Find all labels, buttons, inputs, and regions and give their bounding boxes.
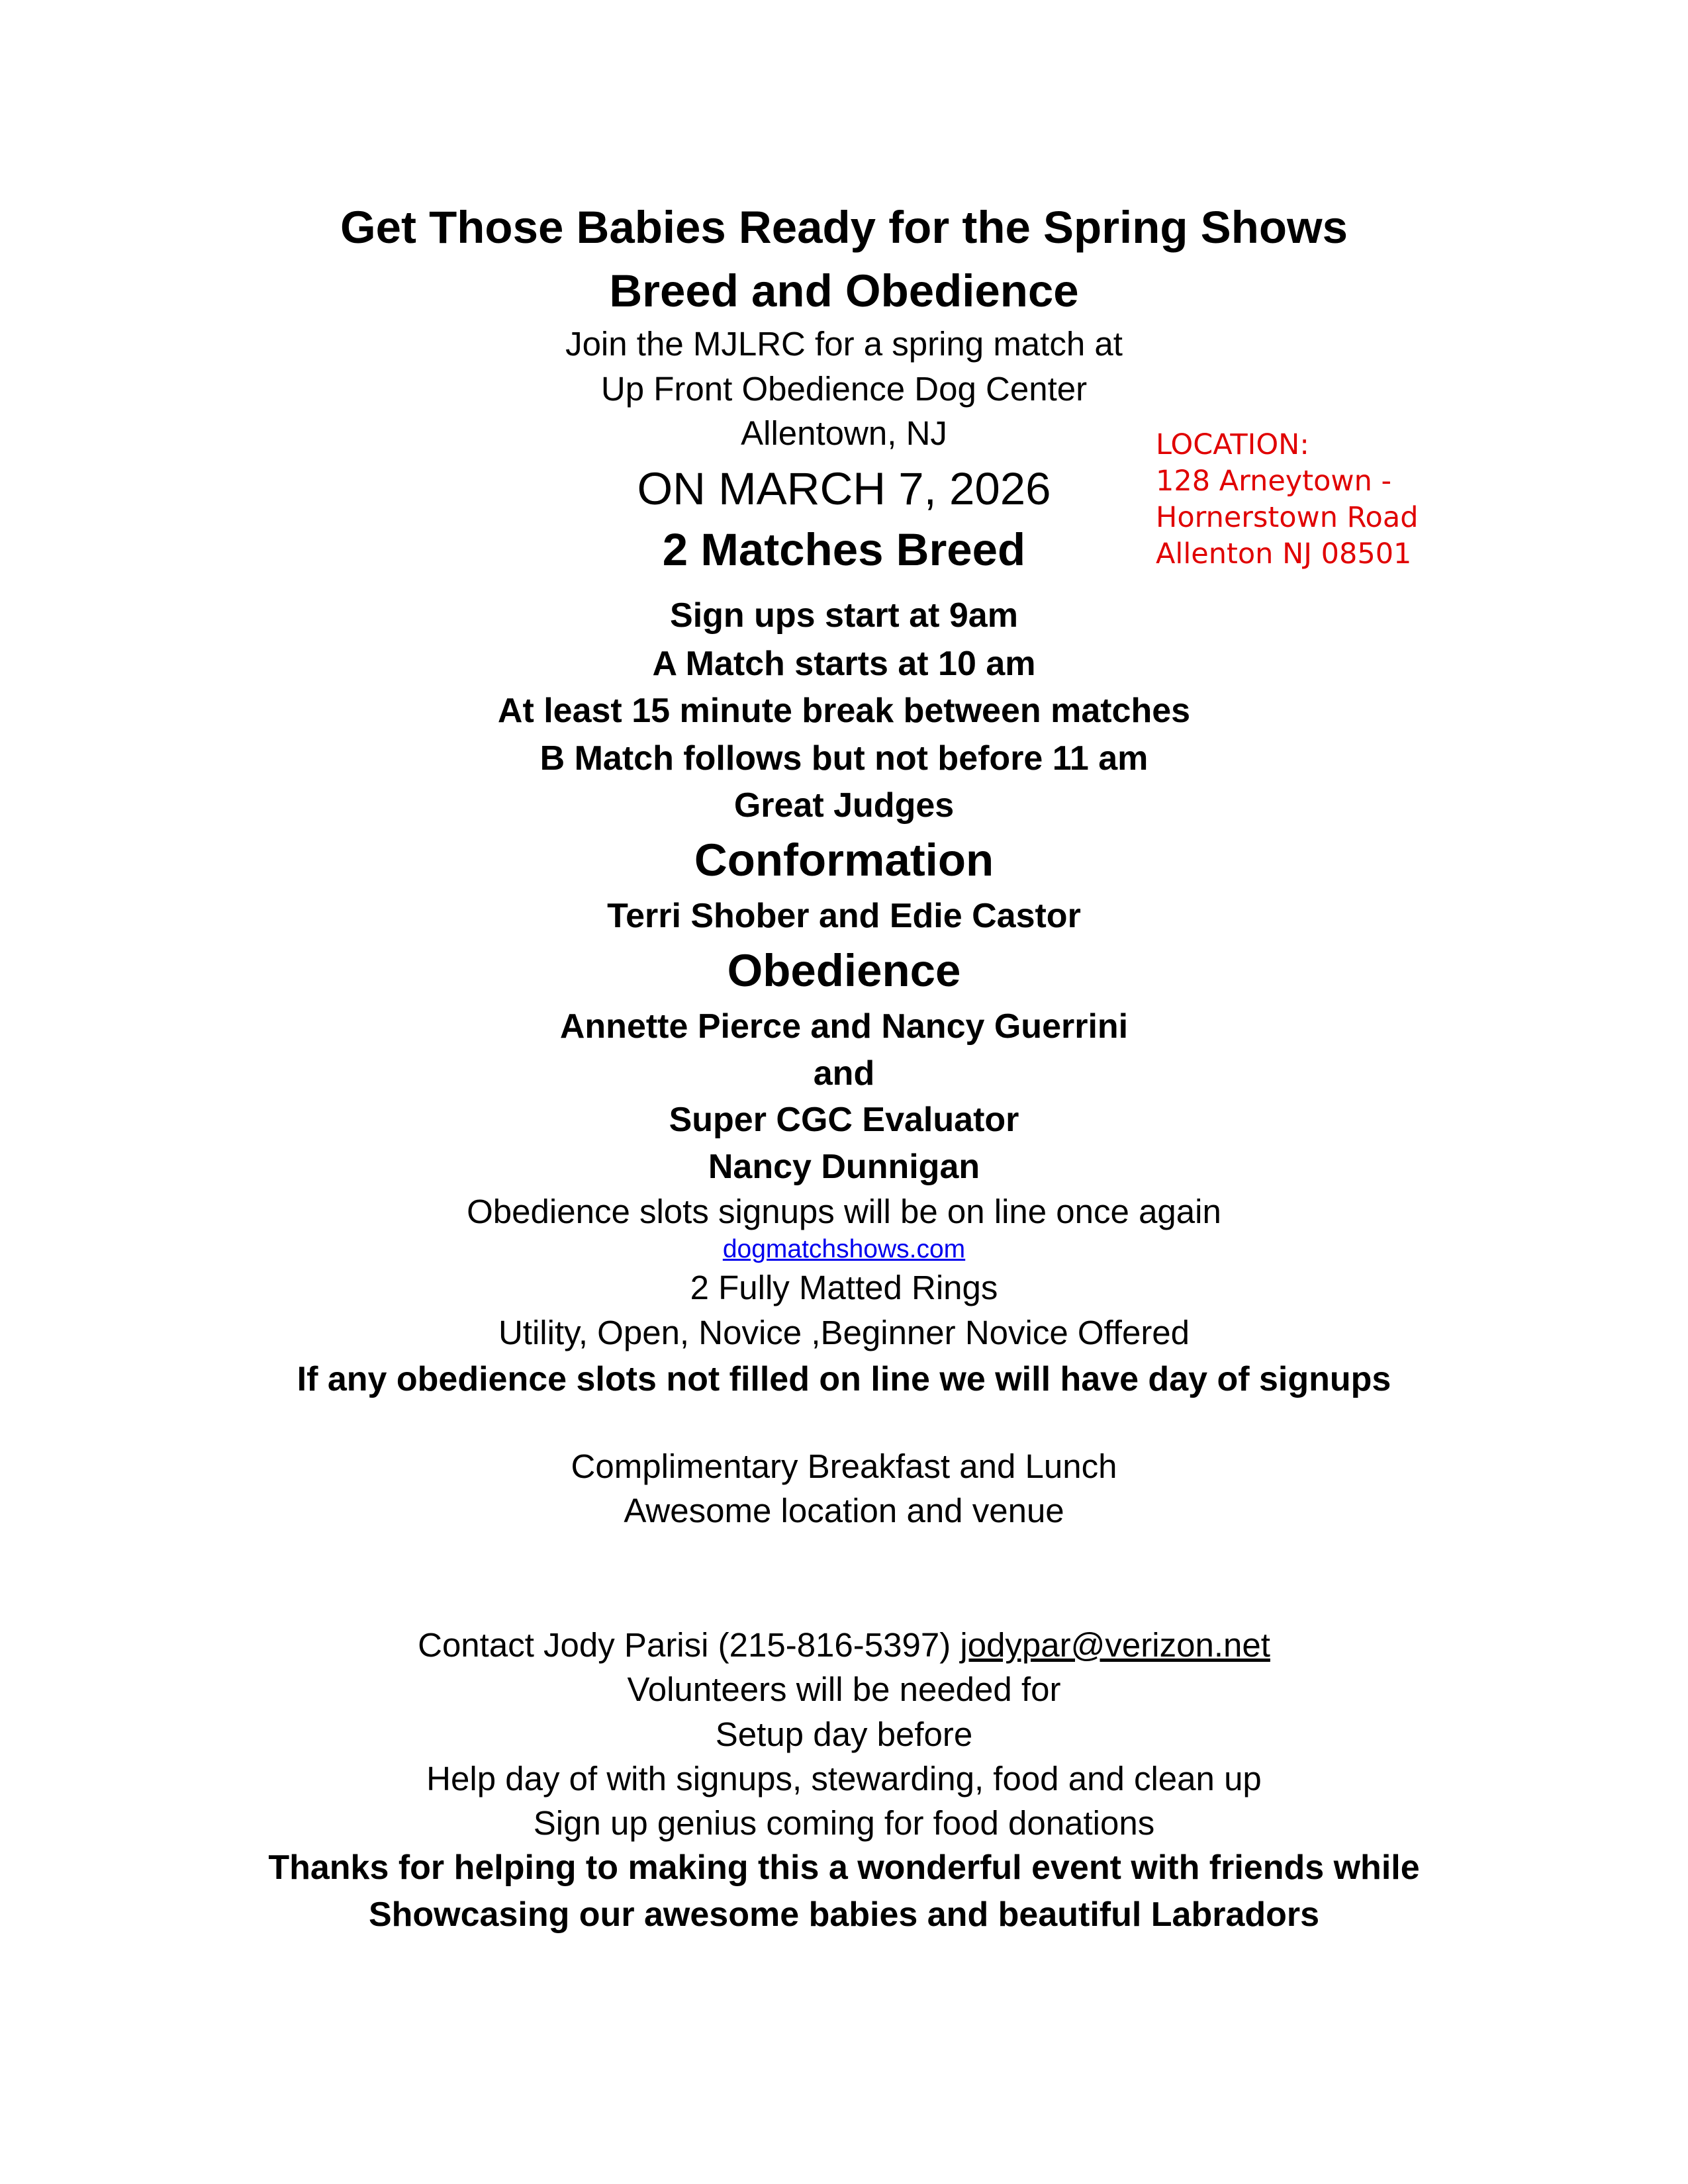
thanks-line-1: Thanks for helping to making this a wonderful event with friends while — [268, 1848, 1420, 1887]
location-label: LOCATION: — [1156, 428, 1309, 461]
dogmatchshows-link[interactable]: dogmatchshows.com — [722, 1235, 966, 1263]
cgc-evaluator-name: Nancy Dunnigan — [708, 1148, 980, 1186]
intro-line-2: Up Front Obedience Dog Center — [600, 370, 1088, 408]
location-box — [1156, 427, 1419, 572]
schedule-break: At least 15 minute break between matches — [497, 692, 1191, 730]
schedule-match-a: A Match starts at 10 am — [652, 645, 1036, 683]
location-address-line-1: 128 Arneytown - — [1156, 465, 1392, 498]
contact-email-link[interactable]: jodypar@verizon.net — [960, 1626, 1270, 1664]
matches-heading: 2 Matches Breed — [662, 524, 1026, 575]
signup-note: Obedience slots signups will be on line once again — [467, 1193, 1221, 1230]
schedule-signups: Sign ups start at 9am — [670, 596, 1018, 635]
signup-link-row — [0, 1236, 1688, 1262]
schedule-match-b: B Match follows but not before 11 am — [539, 739, 1149, 778]
amenity-location: Awesome location and venue — [624, 1492, 1064, 1529]
subheadline: Breed and Obedience — [609, 265, 1079, 316]
conformation-judges: Terri Shober and Edie Castor — [607, 897, 1081, 935]
rings-line: 2 Fully Matted Rings — [690, 1269, 998, 1306]
day-of-signups-note: If any obedience slots not filled on line we will have day of signups — [297, 1360, 1391, 1398]
event-date: ON MARCH 7, 2026 — [637, 463, 1051, 514]
intro-line-1: Join the MJLRC for a spring match at — [565, 325, 1123, 363]
volunteer-line-1: Volunteers will be needed for — [627, 1670, 1061, 1708]
contact-line — [0, 1628, 1688, 1662]
volunteer-line-3: Help day of with signups, stewarding, food and clean up — [426, 1760, 1262, 1797]
amenity-breakfast-lunch: Complimentary Breakfast and Lunch — [571, 1447, 1117, 1485]
contact-text: Contact Jody Parisi (215-816-5397) — [418, 1626, 961, 1664]
obedience-heading: Obedience — [727, 945, 961, 996]
intro-line-3: Allentown, NJ — [741, 414, 947, 452]
location-address-line-2: Hornerstown Road — [1156, 501, 1419, 534]
and-text: and — [813, 1054, 875, 1093]
cgc-title: Super CGC Evaluator — [669, 1101, 1019, 1139]
thanks-line-2: Showcasing our awesome babies and beautiful Labradors — [368, 1895, 1320, 1934]
volunteer-line-4: Sign up genius coming for food donations — [533, 1804, 1155, 1842]
headline: Get Those Babies Ready for the Spring Shows — [340, 202, 1348, 253]
location-address-line-3: Allenton NJ 08501 — [1156, 537, 1412, 570]
obedience-judges: Annette Pierce and Nancy Guerrini — [559, 1007, 1129, 1046]
great-judges: Great Judges — [733, 786, 955, 825]
classes-line: Utility, Open, Novice ,Beginner Novice Offered — [498, 1314, 1190, 1351]
volunteer-line-2: Setup day before — [715, 1715, 973, 1753]
conformation-heading: Conformation — [694, 835, 994, 886]
